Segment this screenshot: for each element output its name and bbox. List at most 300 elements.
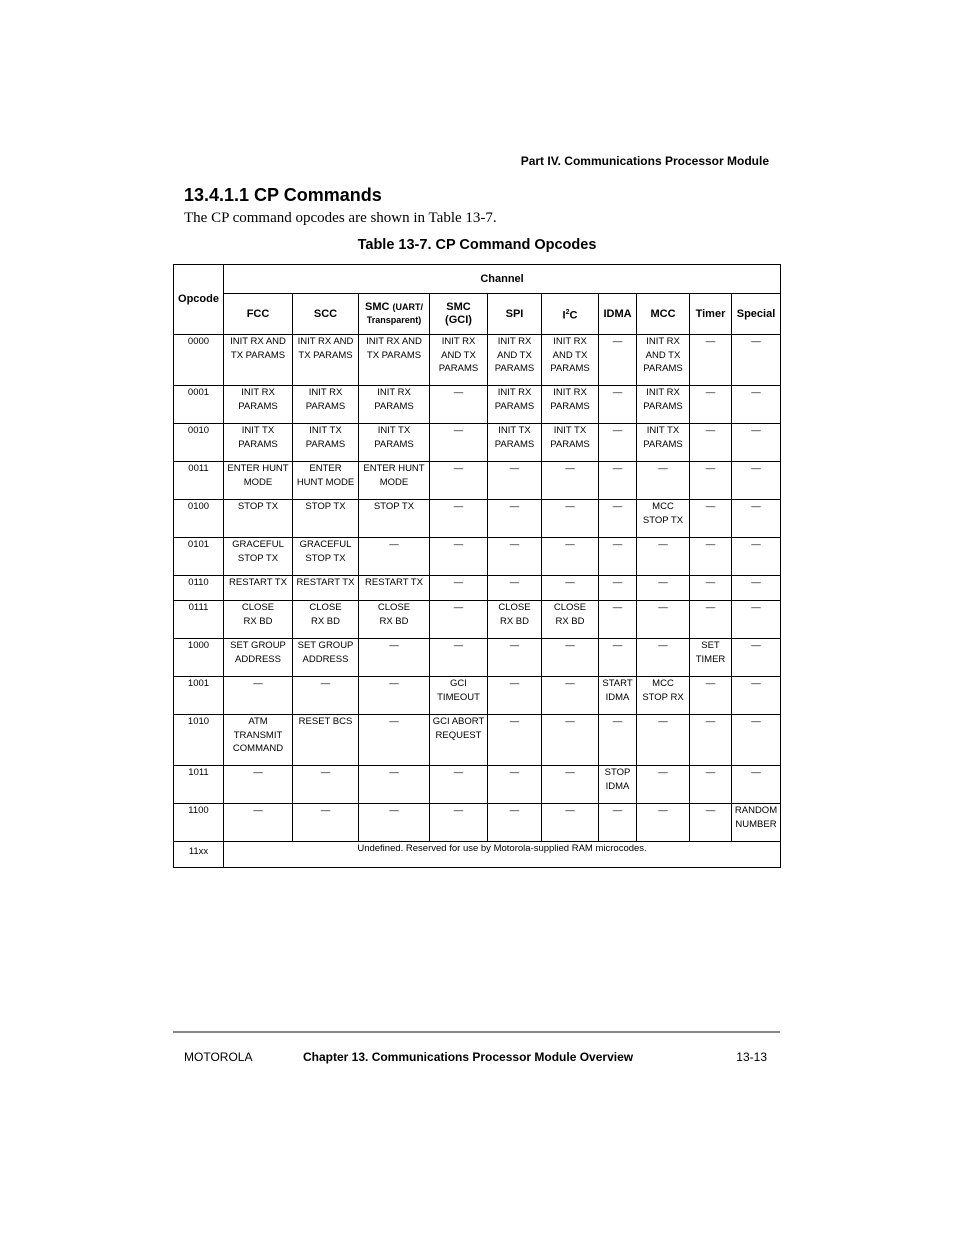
command-text: —	[453, 767, 464, 778]
command-text: INIT TX	[553, 425, 587, 436]
cp-command-opcodes-table	[173, 264, 781, 868]
command-text: STOP TX	[237, 552, 279, 564]
command-text: INIT RX	[646, 387, 680, 398]
command-text: —	[509, 501, 520, 512]
command-cell	[637, 386, 690, 424]
command-text: —	[565, 463, 575, 474]
command-text: —	[612, 501, 623, 512]
command-text: —	[565, 716, 575, 727]
command-text: INIT RX	[441, 336, 476, 347]
empty-cell	[637, 538, 690, 576]
empty-cell	[542, 766, 599, 804]
command-text: INIT TX	[498, 425, 531, 436]
command-text: PARAMS	[550, 438, 590, 450]
empty-cell	[690, 386, 732, 424]
command-text: TIMER	[695, 653, 726, 665]
command-cell	[224, 538, 293, 576]
command-text: —	[658, 716, 668, 727]
empty-cell	[488, 576, 542, 601]
empty-cell	[732, 538, 781, 576]
opcode-cell: 1010	[174, 715, 224, 766]
column-header-timer: Timer	[690, 294, 732, 335]
command-cell	[542, 386, 599, 424]
command-text: AND TX	[497, 349, 532, 361]
command-text: GCI ABORT	[432, 716, 485, 727]
empty-cell	[488, 462, 542, 500]
command-text: —	[658, 767, 668, 778]
column-header-scc: SCC	[293, 294, 359, 335]
command-text: INIT RX	[553, 336, 587, 347]
command-cell	[293, 462, 359, 500]
command-text: PARAMS	[494, 363, 535, 374]
command-text: PARAMS	[643, 363, 683, 374]
command-text: —	[612, 425, 623, 436]
empty-cell	[637, 576, 690, 601]
table-row	[174, 601, 781, 639]
command-cell	[293, 386, 359, 424]
i2c-sup: 2	[565, 308, 570, 316]
command-text: INIT RX AND	[230, 336, 286, 347]
command-text: INIT RX AND	[297, 336, 354, 347]
table-row	[174, 424, 781, 462]
command-text: —	[453, 577, 464, 588]
column-header-smc-uart	[359, 294, 430, 335]
command-cell	[293, 576, 359, 601]
command-text: RX BD	[243, 615, 273, 627]
empty-cell	[430, 576, 488, 601]
command-cell	[224, 424, 293, 462]
command-text: —	[751, 539, 761, 550]
empty-cell	[599, 500, 637, 538]
command-text: —	[453, 463, 464, 474]
command-text: SET GROUP	[230, 640, 286, 651]
command-cell	[637, 677, 690, 715]
command-text: —	[658, 463, 668, 474]
command-text: —	[612, 602, 623, 613]
command-text: —	[612, 716, 623, 727]
command-text: —	[389, 716, 399, 727]
command-cell	[488, 424, 542, 462]
empty-cell	[599, 386, 637, 424]
command-text: —	[751, 678, 761, 689]
command-text: RX BD	[499, 615, 530, 627]
empty-cell	[542, 804, 599, 842]
command-text: —	[751, 336, 761, 347]
command-text: RANDOM	[734, 805, 778, 816]
empty-cell	[732, 424, 781, 462]
command-text: —	[253, 767, 263, 778]
command-cell	[690, 639, 732, 677]
command-text: PARAMS	[374, 400, 414, 412]
command-cell	[359, 424, 430, 462]
empty-cell	[690, 500, 732, 538]
command-text: TRANSMIT	[233, 729, 283, 741]
command-text: —	[705, 539, 716, 550]
command-text: INIT RX	[377, 387, 411, 398]
empty-cell	[732, 715, 781, 766]
opcode-cell: 0010	[174, 424, 224, 462]
command-cell	[359, 576, 430, 601]
command-cell	[359, 500, 430, 538]
opcode-cell: 0011	[174, 462, 224, 500]
command-text: —	[320, 767, 331, 778]
table-row	[174, 386, 781, 424]
empty-cell	[732, 601, 781, 639]
command-text: CLOSE	[241, 602, 275, 613]
command-text: —	[453, 539, 464, 550]
command-text: —	[705, 501, 716, 512]
empty-cell	[359, 677, 430, 715]
command-text: —	[453, 501, 464, 512]
command-text: PARAMS	[494, 400, 535, 412]
command-text: TIMEOUT	[437, 691, 480, 703]
empty-cell	[690, 677, 732, 715]
command-text: SET GROUP	[297, 640, 354, 651]
command-text: —	[509, 577, 520, 588]
table-row	[174, 715, 781, 766]
empty-cell	[430, 766, 488, 804]
command-cell	[430, 715, 488, 766]
command-text: PARAMS	[494, 438, 535, 450]
empty-cell	[690, 538, 732, 576]
column-header-spi: SPI	[488, 294, 542, 335]
command-cell	[293, 715, 359, 766]
table-row	[174, 500, 781, 538]
empty-cell	[732, 576, 781, 601]
command-text: STOP RX	[642, 691, 684, 703]
empty-cell	[542, 462, 599, 500]
command-text: INIT RX	[308, 387, 343, 398]
command-text: ENTER HUNT	[227, 463, 289, 474]
command-text: AND TX	[441, 349, 476, 361]
empty-cell	[542, 576, 599, 601]
command-text: IDMA	[605, 691, 630, 703]
smc-uart-note2: Transparent)	[366, 315, 422, 325]
empty-cell	[430, 639, 488, 677]
empty-cell	[488, 538, 542, 576]
command-cell	[542, 601, 599, 639]
empty-cell	[430, 804, 488, 842]
empty-cell	[224, 804, 293, 842]
command-text: —	[612, 387, 623, 398]
command-text: —	[612, 577, 623, 588]
table-row	[174, 677, 781, 715]
command-text: —	[658, 602, 668, 613]
command-text: —	[565, 577, 575, 588]
command-text: STOP TX	[237, 501, 279, 512]
opcode-cell: 0101	[174, 538, 224, 576]
command-text: —	[612, 640, 623, 651]
command-cell	[224, 576, 293, 601]
command-text: INIT RX	[497, 387, 532, 398]
empty-cell	[690, 804, 732, 842]
empty-cell	[430, 601, 488, 639]
command-text: ADDRESS	[302, 653, 349, 665]
column-header-mcc: MCC	[637, 294, 690, 335]
command-text: —	[453, 640, 464, 651]
command-text: —	[705, 602, 716, 613]
command-text: —	[705, 678, 716, 689]
command-cell	[542, 335, 599, 386]
command-text: ENTER	[309, 463, 342, 474]
empty-cell	[488, 715, 542, 766]
empty-cell	[732, 639, 781, 677]
command-cell	[224, 386, 293, 424]
command-text: MODE	[243, 476, 273, 488]
command-text: —	[705, 805, 716, 816]
command-cell	[224, 335, 293, 386]
footer-page-number: 13-13	[736, 1050, 767, 1064]
command-text: STOP TX	[305, 552, 346, 564]
command-text: RESET BCS	[298, 716, 353, 727]
command-cell	[359, 462, 430, 500]
command-text: PARAMS	[305, 438, 346, 450]
command-text: —	[705, 463, 716, 474]
command-text: PARAMS	[643, 438, 683, 450]
opcode-cell: 1000	[174, 639, 224, 677]
opcode-cell: 1001	[174, 677, 224, 715]
command-cell	[430, 677, 488, 715]
command-text: TX PARAMS	[298, 349, 353, 361]
table-row	[174, 576, 781, 601]
empty-cell	[690, 462, 732, 500]
command-text: GRACEFUL	[299, 539, 352, 550]
empty-cell	[359, 804, 430, 842]
command-text: INIT TX	[241, 425, 275, 436]
command-text: SET	[701, 640, 720, 651]
table-row	[174, 766, 781, 804]
command-text: —	[509, 640, 520, 651]
command-text: —	[658, 577, 668, 588]
empty-cell	[488, 639, 542, 677]
command-text: —	[705, 425, 716, 436]
command-cell	[637, 500, 690, 538]
empty-cell	[224, 766, 293, 804]
column-header-i2c	[542, 294, 599, 335]
command-text: COMMAND	[232, 743, 284, 754]
column-header-smc-gci	[430, 294, 488, 335]
command-text: PARAMS	[550, 400, 590, 412]
empty-cell	[599, 576, 637, 601]
command-text: —	[658, 805, 668, 816]
table-row	[174, 639, 781, 677]
command-cell	[430, 335, 488, 386]
command-cell	[224, 639, 293, 677]
command-cell	[732, 804, 781, 842]
empty-cell	[599, 462, 637, 500]
empty-cell	[690, 766, 732, 804]
command-text: —	[751, 463, 761, 474]
empty-cell	[430, 424, 488, 462]
channel-header: Channel	[224, 265, 781, 294]
empty-cell	[599, 601, 637, 639]
empty-cell	[488, 766, 542, 804]
command-cell	[293, 601, 359, 639]
table-body	[174, 335, 781, 868]
command-text: STOP	[604, 767, 631, 778]
command-cell	[293, 500, 359, 538]
command-text: INIT RX	[646, 336, 680, 347]
empty-cell	[637, 601, 690, 639]
command-text: —	[389, 767, 399, 778]
empty-cell	[224, 677, 293, 715]
empty-cell	[637, 462, 690, 500]
empty-cell	[599, 804, 637, 842]
command-text: RX BD	[555, 615, 585, 627]
command-text: INIT RX	[553, 387, 587, 398]
command-text: GRACEFUL	[232, 539, 284, 550]
command-text: —	[509, 716, 520, 727]
command-cell	[488, 386, 542, 424]
command-text: —	[751, 767, 761, 778]
command-text: TX PARAMS	[366, 349, 422, 361]
command-text: —	[509, 805, 520, 816]
command-cell	[542, 424, 599, 462]
command-text: RX BD	[379, 615, 409, 627]
command-text: —	[453, 805, 464, 816]
command-text: —	[705, 387, 716, 398]
empty-cell	[599, 639, 637, 677]
command-text: START	[602, 678, 633, 689]
opcode-cell: 1100	[174, 804, 224, 842]
footer-left: MOTOROLA	[184, 1050, 253, 1064]
body-paragraph: The CP command opcodes are shown in Table 13-7.	[184, 210, 497, 226]
command-cell	[359, 386, 430, 424]
command-text: —	[509, 678, 520, 689]
empty-cell	[637, 715, 690, 766]
command-text: —	[751, 387, 761, 398]
command-cell	[359, 601, 430, 639]
command-text: —	[612, 336, 623, 347]
command-text: CLOSE	[498, 602, 531, 613]
empty-cell	[599, 538, 637, 576]
column-header-idma: IDMA	[599, 294, 637, 335]
opcode-cell: 0111	[174, 601, 224, 639]
empty-cell	[542, 639, 599, 677]
command-cell	[293, 538, 359, 576]
empty-cell	[293, 804, 359, 842]
command-text: —	[453, 425, 464, 436]
command-text: ENTER HUNT	[363, 463, 425, 474]
empty-cell	[293, 677, 359, 715]
table-caption: Table 13-7. CP Command Opcodes	[357, 237, 597, 253]
command-text: —	[565, 539, 575, 550]
command-text: —	[389, 539, 399, 550]
empty-cell	[732, 500, 781, 538]
empty-cell	[359, 766, 430, 804]
empty-cell	[488, 500, 542, 538]
empty-cell	[430, 500, 488, 538]
command-text: INIT RX	[497, 336, 532, 347]
command-cell	[293, 335, 359, 386]
command-text: MODE	[379, 476, 409, 488]
command-text: —	[565, 767, 575, 778]
command-text: CLOSE	[377, 602, 411, 613]
opcode-cell: 11xx	[174, 842, 224, 868]
smc-uart-note: (UART/	[392, 302, 423, 312]
command-cell	[599, 766, 637, 804]
command-text: —	[565, 501, 575, 512]
undefined-note: Undefined. Reserved for use by Motorola-supplied RAM microcodes.	[224, 842, 781, 868]
command-text: —	[751, 640, 761, 651]
column-header-special: Special	[732, 294, 781, 335]
command-text: HUNT MODE	[296, 476, 355, 488]
command-text: PARAMS	[643, 400, 683, 412]
table-row	[174, 462, 781, 500]
command-cell	[637, 424, 690, 462]
command-text: —	[751, 716, 761, 727]
command-text: TX PARAMS	[230, 349, 286, 361]
command-text: —	[705, 336, 716, 347]
table-row-undefined	[174, 842, 781, 868]
command-text: ADDRESS	[235, 653, 281, 665]
command-text: —	[658, 539, 668, 550]
empty-cell	[542, 715, 599, 766]
empty-cell	[430, 538, 488, 576]
command-text: INIT TX	[377, 425, 411, 436]
command-text: —	[751, 501, 761, 512]
command-text: —	[705, 577, 716, 588]
command-text: —	[389, 805, 399, 816]
empty-cell	[293, 766, 359, 804]
command-text: —	[453, 602, 464, 613]
empty-cell	[690, 424, 732, 462]
command-text: RX BD	[310, 615, 341, 627]
empty-cell	[599, 335, 637, 386]
command-text: STOP TX	[373, 501, 415, 512]
command-cell	[488, 601, 542, 639]
command-text: —	[320, 805, 331, 816]
command-text: REQUEST	[435, 729, 482, 741]
command-text: PARAMS	[305, 400, 346, 412]
command-text: AND TX	[645, 349, 681, 361]
empty-cell	[430, 462, 488, 500]
empty-cell	[488, 677, 542, 715]
command-text: —	[565, 640, 575, 651]
command-text: INIT RX AND	[366, 336, 422, 347]
empty-cell	[732, 677, 781, 715]
i2c-tail: C	[569, 309, 578, 322]
empty-cell	[637, 804, 690, 842]
empty-cell	[690, 715, 732, 766]
command-text: —	[389, 678, 399, 689]
empty-cell	[599, 715, 637, 766]
command-text: —	[751, 602, 761, 613]
opcode-cell: 0000	[174, 335, 224, 386]
command-text: —	[612, 539, 623, 550]
command-text: —	[565, 805, 575, 816]
command-text: —	[705, 767, 716, 778]
command-cell	[293, 424, 359, 462]
table-row	[174, 538, 781, 576]
command-text: RESTART TX	[229, 577, 287, 588]
empty-cell	[430, 386, 488, 424]
column-header-fcc: FCC	[224, 294, 293, 335]
running-head: Part IV. Communications Processor Module	[520, 154, 769, 168]
opcode-cell: 0100	[174, 500, 224, 538]
command-cell	[293, 639, 359, 677]
command-text: AND TX	[552, 349, 588, 361]
command-text: —	[509, 463, 520, 474]
command-text: ATM	[248, 716, 268, 727]
command-text: CLOSE	[553, 602, 587, 613]
empty-cell	[732, 335, 781, 386]
footer-rule	[173, 1031, 780, 1033]
opcode-cell: 1011	[174, 766, 224, 804]
command-text: PARAMS	[438, 363, 479, 374]
command-cell	[488, 335, 542, 386]
empty-cell	[690, 335, 732, 386]
